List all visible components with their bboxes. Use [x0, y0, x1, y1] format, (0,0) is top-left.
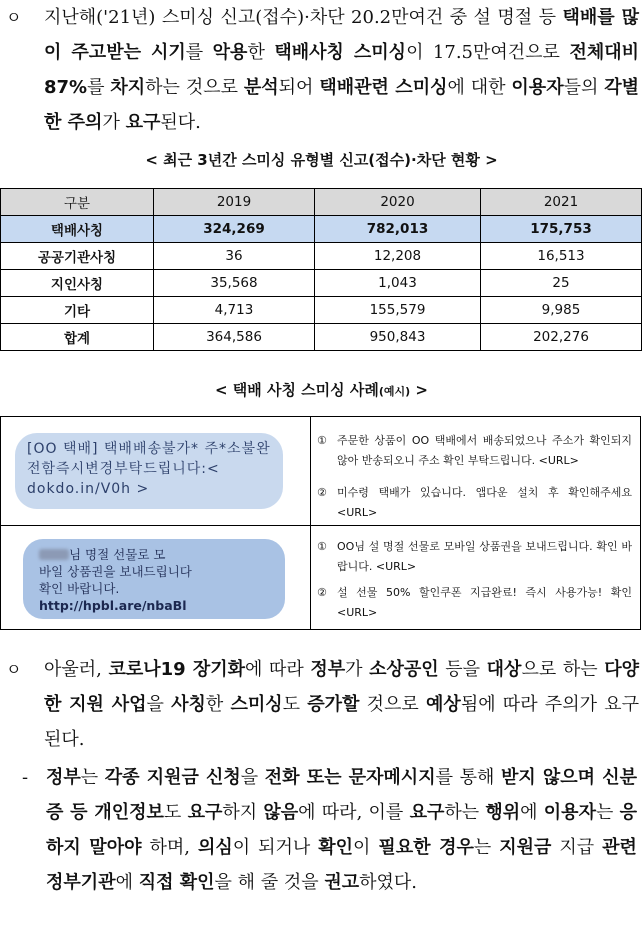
covid-paragraph-text: 아울러, 코로나19 장기화에 따라 정부가 소상공인 등을 대상으로 하는 다양한 지원 사업을 사칭한 스미싱도 증가할 것으로 예상됨에 따라 주의가 요구된다.: [44, 659, 639, 750]
example-item: ② 미수령 택배가 있습니다. 앱다운 설치 후 확인해주세요 <URL>: [317, 486, 632, 519]
table-row: [1, 216, 642, 243]
header-2020: 2020: [315, 189, 481, 216]
cell-value: 1,043: [315, 270, 481, 297]
example-image-cell: [1, 417, 311, 525]
table-caption: < 최근 3년간 스미싱 유형별 신고(접수)·차단 현황 >: [145, 151, 498, 169]
example-item: ① 주문한 상품이 OO 택배에서 배송되었으나 주소가 확인되지 않아 반송되오니 주소 확인 부탁드립니다. <URL>: [317, 434, 632, 467]
row-label: 택배사칭: [1, 216, 154, 243]
example-item: ② 설 선물 50% 할인쿠폰 지급완료! 즉시 사용가능! 확인 <URL>: [317, 586, 632, 619]
row-label: 합계: [1, 324, 154, 351]
smishing-stats-table: [0, 188, 642, 351]
header-2019: 2019: [154, 189, 315, 216]
header-category: 구분: [1, 189, 154, 216]
government-advice-text: 정부는 각종 지원금 신청을 전화 또는 문자메시지를 통해 받지 않으며 신분증 등 개인정보도 요구하지 않음에 따라, 이를 요구하는 행위에 이용자는 응하지 말아야 하며, 의심이 되거나 확인이 필요한 경우는 지원금 지급 관련 정부기관에 직접 확인을 해 줄 것을 권고하였다.: [46, 767, 637, 893]
table-row: [1, 324, 642, 351]
example-row-delivery: [1, 417, 640, 526]
table-row: [1, 243, 642, 270]
row-label: 지인사칭: [1, 270, 154, 297]
sms-bubble-delivery: [OO 택배] 택배배송불가* 주*소불완전함즉시변경부탁드립니다:< dokdo.in/V0h >: [15, 433, 283, 509]
example-row-gift: [1, 525, 640, 629]
bullet-mark: ㅇ: [6, 660, 22, 679]
cell-value: 202,276: [481, 324, 642, 351]
table-row: [1, 297, 642, 324]
cell-value: 175,753: [481, 216, 642, 243]
cell-value: 16,513: [481, 243, 642, 270]
example-item: ① OO님 설 명절 선물로 모바일 상품권을 보내드립니다. 확인 바랍니다. <URL>: [317, 540, 632, 573]
blurred-name: [39, 549, 69, 560]
cell-value: 950,843: [315, 324, 481, 351]
intro-paragraph-text: 지난해('21년) 스미싱 신고(접수)·차단 20.2만여건 중 설 명절 등 택배를 많이 주고받는 시기를 악용한 택배사칭 스미싱이 17.5만여건으로 전체대비 87%를 차지하는 것으로 분석되어 택배관련 스미싱에 대한 이용자들의 각별한 주의가 요구된다.: [44, 7, 640, 133]
cell-value: 324,269: [154, 216, 315, 243]
table-header-row: [1, 189, 642, 216]
intro-paragraph: [6, 0, 639, 140]
example-text-cell: [311, 417, 640, 525]
sms-bubble-gift: 님 명절 선물로 모 바일 상품권을 보내드립니다 확인 바랍니다. http://hpbl.are/nbaBl: [23, 539, 285, 619]
cell-value: 4,713: [154, 297, 315, 324]
covid-paragraph: [6, 652, 639, 757]
smishing-examples-box: [0, 416, 641, 630]
bullet-mark: ㅇ: [6, 8, 22, 27]
dash-mark: -: [22, 767, 29, 788]
table-row: [1, 270, 642, 297]
government-advice-paragraph: [22, 760, 637, 900]
example-image-cell: [1, 525, 311, 629]
row-label: 기타: [1, 297, 154, 324]
cell-value: 155,579: [315, 297, 481, 324]
cell-value: 9,985: [481, 297, 642, 324]
row-label: 공공기관사칭: [1, 243, 154, 270]
cell-value: 782,013: [315, 216, 481, 243]
example-text-cell: [311, 525, 640, 629]
cell-value: 35,568: [154, 270, 315, 297]
cell-value: 12,208: [315, 243, 481, 270]
cell-value: 364,586: [154, 324, 315, 351]
examples-caption: < 택배 사칭 스미싱 사례(예시) >: [215, 381, 428, 399]
cell-value: 36: [154, 243, 315, 270]
header-2021: 2021: [481, 189, 642, 216]
cell-value: 25: [481, 270, 642, 297]
